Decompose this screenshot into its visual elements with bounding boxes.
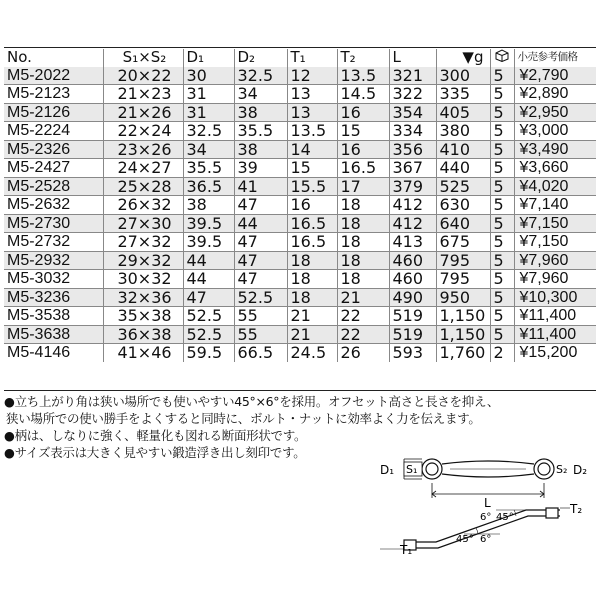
cell-model: M5-2632 <box>4 196 103 215</box>
cell-length: 356 <box>389 140 436 159</box>
cell-t2: 16 <box>337 140 389 159</box>
box-icon <box>495 49 509 62</box>
cell-price <box>514 159 596 178</box>
cell-pack-qty: 5 <box>490 307 514 326</box>
cell-size: 26×32 <box>103 196 183 215</box>
yen-symbol: ¥ <box>519 251 529 269</box>
yen-symbol: ¥ <box>519 270 529 288</box>
cell-d1: 30 <box>183 67 234 85</box>
cell-price <box>514 103 596 122</box>
cell-t2: 18 <box>337 196 389 215</box>
cell-pack-qty: 5 <box>490 196 514 215</box>
cell-t1: 16 <box>287 196 337 215</box>
price-value: 11,400 <box>528 325 577 343</box>
cell-d2: 55 <box>234 325 287 344</box>
cell-pack-qty: 5 <box>490 67 514 85</box>
cell-pack-qty: 5 <box>490 233 514 252</box>
cell-t1: 21 <box>287 307 337 326</box>
cell-d2: 34 <box>234 85 287 104</box>
cell-t1: 15.5 <box>287 177 337 196</box>
cell-pack-qty: 5 <box>490 177 514 196</box>
diagram-label-t1: T₁ <box>400 543 413 557</box>
cell-d1: 44 <box>183 270 234 289</box>
cell-t1: 16.5 <box>287 214 337 233</box>
cell-d2: 47 <box>234 196 287 215</box>
cell-t2: 18 <box>337 251 389 270</box>
cell-pack-qty: 5 <box>490 288 514 307</box>
cell-length: 490 <box>389 288 436 307</box>
cell-length: 413 <box>389 233 436 252</box>
diagram-label-s2: S₂ <box>556 463 568 476</box>
angle-6-bottom: 6° <box>480 534 492 545</box>
cell-d1: 44 <box>183 251 234 270</box>
cell-length: 367 <box>389 159 436 178</box>
cell-price <box>514 233 596 252</box>
cell-size: 30×32 <box>103 270 183 289</box>
table-row <box>4 122 596 141</box>
cell-d2: 47 <box>234 270 287 289</box>
cell-t2: 16.5 <box>337 159 389 178</box>
cell-d1: 59.5 <box>183 344 234 362</box>
cell-d2: 41 <box>234 177 287 196</box>
cell-model: M5-3032 <box>4 270 103 289</box>
cell-pack-qty: 5 <box>490 214 514 233</box>
yen-symbol: ¥ <box>519 85 529 103</box>
cell-d1: 47 <box>183 288 234 307</box>
cell-d2: 39 <box>234 159 287 178</box>
cell-price <box>514 85 596 104</box>
header-s1s2: S₁×S₂ <box>103 49 183 67</box>
cell-t2: 16 <box>337 103 389 122</box>
yen-symbol: ¥ <box>519 177 529 195</box>
yen-symbol: ¥ <box>519 66 529 84</box>
cell-size: 23×26 <box>103 140 183 159</box>
cell-size: 41×46 <box>103 344 183 362</box>
table-row <box>4 177 596 196</box>
cell-size: 27×30 <box>103 214 183 233</box>
cell-price <box>514 67 596 85</box>
cell-d1: 36.5 <box>183 177 234 196</box>
table-row <box>4 344 596 362</box>
cell-d2: 52.5 <box>234 288 287 307</box>
cell-t1: 13 <box>287 85 337 104</box>
cell-d1: 34 <box>183 140 234 159</box>
dimension-lines <box>404 459 544 498</box>
table-row <box>4 159 596 178</box>
cell-weight: 675 <box>436 233 490 252</box>
cell-weight: 1,150 <box>436 325 490 344</box>
cell-size: 22×24 <box>103 122 183 141</box>
wrench-dimension-diagram <box>360 450 596 600</box>
header-t1: T₁ <box>287 49 337 67</box>
angle-45-top: 45° <box>496 512 514 523</box>
table-row <box>4 214 596 233</box>
table-row <box>4 307 596 326</box>
cell-length: 354 <box>389 103 436 122</box>
cell-size: 20×22 <box>103 67 183 85</box>
cell-length: 321 <box>389 67 436 85</box>
cell-model: M5-3638 <box>4 325 103 344</box>
cell-price <box>514 214 596 233</box>
cell-model: M5-4146 <box>4 344 103 362</box>
cell-weight: 640 <box>436 214 490 233</box>
table-row <box>4 251 596 270</box>
spec-table <box>4 49 596 362</box>
cell-length: 412 <box>389 214 436 233</box>
cell-weight: 410 <box>436 140 490 159</box>
note-line-4: ●サイズ表示は大きく見やすい鍛造浮き出し刻印です。 <box>4 445 306 460</box>
cell-weight: 1,150 <box>436 307 490 326</box>
cell-pack-qty: 5 <box>490 103 514 122</box>
cell-t2: 15 <box>337 122 389 141</box>
cell-pack-qty: 5 <box>490 325 514 344</box>
cell-d2: 32.5 <box>234 67 287 85</box>
cell-t2: 22 <box>337 325 389 344</box>
cell-model: M5-2427 <box>4 159 103 178</box>
cell-price <box>514 196 596 215</box>
wrench-top-view <box>422 459 554 479</box>
cell-price <box>514 307 596 326</box>
yen-symbol: ¥ <box>519 233 529 251</box>
table-row <box>4 140 596 159</box>
yen-symbol: ¥ <box>519 122 529 140</box>
cell-t1: 14 <box>287 140 337 159</box>
diagram-label-d2: D₂ <box>573 463 588 477</box>
header-d2: D₂ <box>234 49 287 67</box>
cell-price <box>514 270 596 289</box>
price-value: 7,150 <box>528 214 569 232</box>
cell-pack-qty: 5 <box>490 122 514 141</box>
cell-t2: 18 <box>337 233 389 252</box>
cell-pack-qty: 5 <box>490 270 514 289</box>
price-value: 4,020 <box>528 177 569 195</box>
cell-weight: 440 <box>436 159 490 178</box>
cell-d2: 47 <box>234 233 287 252</box>
cell-model: M5-2326 <box>4 140 103 159</box>
cell-model: M5-2123 <box>4 85 103 104</box>
cell-price <box>514 325 596 344</box>
cell-weight: 335 <box>436 85 490 104</box>
cell-d2: 66.5 <box>234 344 287 362</box>
table-row <box>4 270 596 289</box>
price-value: 7,960 <box>528 270 569 288</box>
cell-price <box>514 288 596 307</box>
cell-length: 519 <box>389 307 436 326</box>
cell-model: M5-2730 <box>4 214 103 233</box>
cell-length: 322 <box>389 85 436 104</box>
cell-weight: 795 <box>436 251 490 270</box>
cell-d2: 35.5 <box>234 122 287 141</box>
cell-weight: 380 <box>436 122 490 141</box>
cell-d1: 32.5 <box>183 122 234 141</box>
cell-length: 519 <box>389 325 436 344</box>
angle-6-top: 6° <box>480 512 492 523</box>
cell-t2: 13.5 <box>337 67 389 85</box>
cell-size: 32×36 <box>103 288 183 307</box>
cell-weight: 795 <box>436 270 490 289</box>
cell-t2: 22 <box>337 307 389 326</box>
header-price: 小売参考価格 <box>514 49 596 67</box>
cell-size: 21×26 <box>103 103 183 122</box>
yen-symbol: ¥ <box>519 344 529 362</box>
cell-d1: 52.5 <box>183 307 234 326</box>
price-value: 3,000 <box>528 122 569 140</box>
price-value: 7,140 <box>528 196 569 214</box>
price-value: 11,400 <box>528 307 577 325</box>
cell-price <box>514 140 596 159</box>
diagram-label-d1: D₁ <box>380 463 395 477</box>
table-row <box>4 288 596 307</box>
cell-pack-qty: 2 <box>490 344 514 362</box>
price-value: 10,300 <box>528 288 578 306</box>
cell-length: 379 <box>389 177 436 196</box>
cell-t1: 24.5 <box>287 344 337 362</box>
yen-symbol: ¥ <box>519 103 529 121</box>
table-row <box>4 233 596 252</box>
price-value: 2,890 <box>528 85 569 103</box>
cell-price <box>514 344 596 362</box>
cell-t1: 12 <box>287 67 337 85</box>
yen-symbol: ¥ <box>519 196 529 214</box>
cell-d2: 47 <box>234 251 287 270</box>
cell-size: 29×32 <box>103 251 183 270</box>
cell-t1: 18 <box>287 270 337 289</box>
cell-size: 36×38 <box>103 325 183 344</box>
table-row <box>4 196 596 215</box>
diagram-label-l: L <box>484 496 491 510</box>
triangle-down-icon: ▼ <box>462 49 474 67</box>
angle-45-bottom: 45° <box>456 534 474 545</box>
cell-t2: 26 <box>337 344 389 362</box>
cell-model: M5-3538 <box>4 307 103 326</box>
diagram-label-t2: T₂ <box>570 502 583 516</box>
header-no: No. <box>4 49 103 67</box>
diagram-label-s1: S₁ <box>406 463 418 476</box>
cell-pack-qty: 5 <box>490 251 514 270</box>
cell-d1: 31 <box>183 103 234 122</box>
yen-symbol: ¥ <box>519 159 529 177</box>
cell-d1: 38 <box>183 196 234 215</box>
price-value: 15,200 <box>528 344 578 362</box>
header-t2: T₂ <box>337 49 389 67</box>
header-weight: ▼g <box>436 49 490 67</box>
cell-size: 25×28 <box>103 177 183 196</box>
cell-t2: 21 <box>337 288 389 307</box>
note-line-3: ●柄は、しなりに強く、軽量化も図れる断面形状です。 <box>4 428 307 443</box>
cell-model: M5-2126 <box>4 103 103 122</box>
price-value: 3,490 <box>528 140 569 158</box>
cell-t1: 15 <box>287 159 337 178</box>
cell-length: 460 <box>389 251 436 270</box>
cell-d2: 38 <box>234 103 287 122</box>
cell-size: 21×23 <box>103 85 183 104</box>
cell-t1: 21 <box>287 325 337 344</box>
price-value: 2,790 <box>528 66 569 84</box>
cell-t1: 13.5 <box>287 122 337 141</box>
cell-price <box>514 251 596 270</box>
cell-pack-qty: 5 <box>490 140 514 159</box>
cell-t2: 14.5 <box>337 85 389 104</box>
cell-t2: 18 <box>337 214 389 233</box>
cell-model: M5-2224 <box>4 122 103 141</box>
cell-weight: 950 <box>436 288 490 307</box>
cell-length: 334 <box>389 122 436 141</box>
price-value: 3,660 <box>528 159 569 177</box>
table-row <box>4 103 596 122</box>
cell-d1: 31 <box>183 85 234 104</box>
cell-d1: 39.5 <box>183 214 234 233</box>
price-value: 7,960 <box>528 251 569 269</box>
table-bottom-rule <box>4 390 596 391</box>
cell-d2: 55 <box>234 307 287 326</box>
yen-symbol: ¥ <box>519 140 529 158</box>
note-line-1: ●立ち上がり角は狭い場所でも使いやすい45°×6°を採用。オフセット高さと長さを抑え、 <box>4 394 500 409</box>
price-value: 2,950 <box>528 103 569 121</box>
cell-pack-qty: 5 <box>490 85 514 104</box>
cell-model: M5-2732 <box>4 233 103 252</box>
cell-price <box>514 177 596 196</box>
cell-model: M5-2528 <box>4 177 103 196</box>
cell-size: 27×32 <box>103 233 183 252</box>
cell-weight: 525 <box>436 177 490 196</box>
cell-price <box>514 122 596 141</box>
cell-t1: 18 <box>287 288 337 307</box>
cell-t1: 18 <box>287 251 337 270</box>
header-l: L <box>389 49 436 67</box>
price-value: 7,150 <box>528 233 569 251</box>
cell-weight: 630 <box>436 196 490 215</box>
yen-symbol: ¥ <box>519 325 529 343</box>
cell-weight: 1,760 <box>436 344 490 362</box>
cell-weight: 300 <box>436 67 490 85</box>
cell-length: 412 <box>389 196 436 215</box>
cell-d2: 38 <box>234 140 287 159</box>
header-pack <box>490 49 514 67</box>
cell-t2: 18 <box>337 270 389 289</box>
cell-t1: 13 <box>287 103 337 122</box>
yen-symbol: ¥ <box>519 214 529 232</box>
table-row <box>4 67 596 85</box>
table-top-rule <box>4 47 596 48</box>
cell-pack-qty: 5 <box>490 159 514 178</box>
cell-model: M5-3236 <box>4 288 103 307</box>
cell-length: 593 <box>389 344 436 362</box>
cell-weight: 405 <box>436 103 490 122</box>
cell-size: 24×27 <box>103 159 183 178</box>
cell-model: M5-2932 <box>4 251 103 270</box>
table-row <box>4 85 596 104</box>
cell-d1: 52.5 <box>183 325 234 344</box>
yen-symbol: ¥ <box>519 288 529 306</box>
header-row <box>4 49 596 67</box>
cell-t2: 17 <box>337 177 389 196</box>
note-line-2: 狭い場所での使い勝手をよくすると同時に、ボルト・ナットに効率よく力を伝えます。 <box>6 411 481 426</box>
cell-d1: 35.5 <box>183 159 234 178</box>
cell-size: 35×38 <box>103 307 183 326</box>
cell-length: 460 <box>389 270 436 289</box>
cell-model: M5-2022 <box>4 67 103 85</box>
table-row <box>4 325 596 344</box>
yen-symbol: ¥ <box>519 307 529 325</box>
cell-d1: 39.5 <box>183 233 234 252</box>
cell-d2: 44 <box>234 214 287 233</box>
header-d1: D₁ <box>183 49 234 67</box>
cell-t1: 16.5 <box>287 233 337 252</box>
